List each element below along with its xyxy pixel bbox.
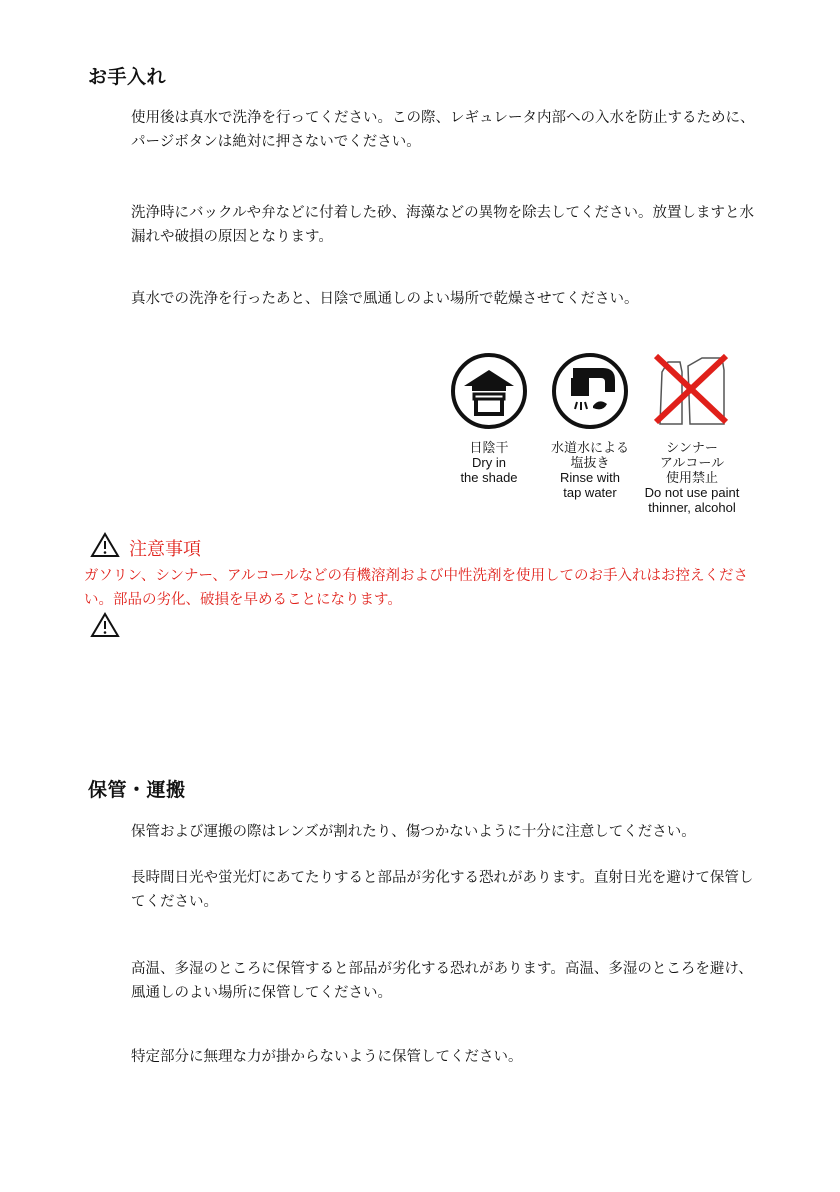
care-paragraph-1: 使用後は真水で洗浄を行ってください。この際、レギュレータ内部への入水を防止するために、パージボタンは絶対に押さないでください。: [131, 110, 755, 150]
care-paragraph-3: 真水での洗浄を行ったあと、日陰で風通しのよい場所で乾燥させてください。: [131, 291, 639, 307]
care-heading: お手入れ: [88, 66, 167, 88]
dry-in-shade-icon: [450, 352, 528, 430]
rinse-tap-water-icon: [551, 352, 629, 430]
caution-text: ガソリン、シンナー、アルコールなどの有機溶剤および中性洗剤を使用してのお手入れはお控えください。部品の劣化、破損を早めることになります。: [84, 568, 749, 608]
storage-paragraph-2: 長時間日光や蛍光灯にあてたりすると部品が劣化する恐れがあります。直射日光を避けて保管してください。: [131, 870, 754, 910]
warning-icon: [90, 612, 120, 638]
storage-heading: 保管・運搬: [88, 779, 186, 801]
rinse-tap-water-label: 水道水による 塩抜き Rinse with tap water: [550, 440, 629, 500]
storage-paragraph-1: 保管および運搬の際はレンズが割れたり、傷つかないように十分に注意してください。: [131, 824, 696, 840]
no-thinner-label: シンナー アルコール 使用禁止 Do not use paint thinner, alcohol: [644, 440, 740, 515]
caution-title: 注意事項: [129, 539, 201, 560]
warning-icon: [90, 532, 120, 558]
storage-paragraph-3: 高温、多湿のところに保管すると部品が劣化する恐れがあります。高温、多湿のところを避け、風通しのよい場所に保管してください。: [131, 961, 753, 1001]
storage-paragraph-4: 特定部分に無理な力が掛からないように保管してください。: [131, 1049, 523, 1065]
care-paragraph-2: 洗浄時にバックルや弁などに付着した砂、海藻などの異物を除去してください。放置しますと水漏れや破損の原因となります。: [131, 205, 755, 245]
no-thinner-icon: [650, 350, 732, 430]
dry-in-shade-label: 日陰干 Dry in the shade: [460, 440, 518, 485]
